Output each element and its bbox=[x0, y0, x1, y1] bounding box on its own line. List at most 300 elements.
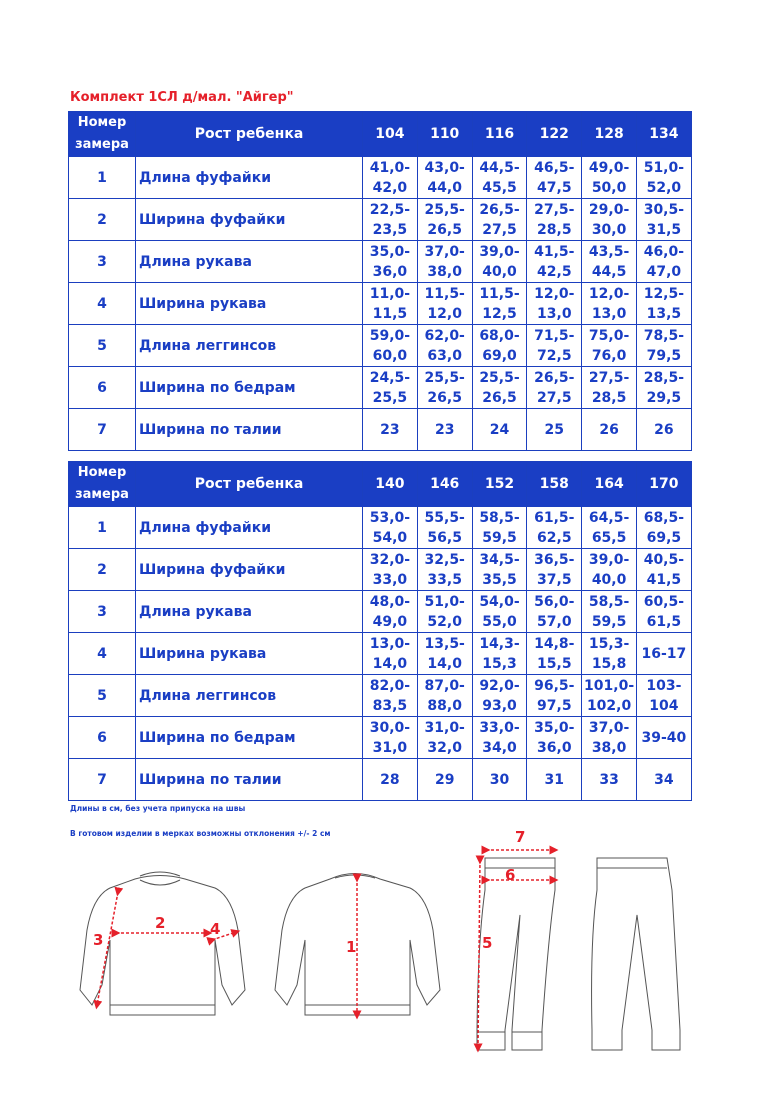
header-size-4: 128 bbox=[582, 112, 637, 157]
measure-value-part: 12,5- bbox=[643, 285, 685, 302]
measure-label-3: 3 bbox=[93, 931, 104, 949]
measure-value bbox=[636, 591, 691, 633]
measure-value-part: 36,0 bbox=[372, 263, 408, 280]
measure-number: 4 bbox=[69, 283, 136, 325]
measure-value bbox=[417, 717, 472, 759]
measure-value-part: 13,0 bbox=[591, 305, 627, 322]
table-row bbox=[69, 591, 692, 633]
measure-value bbox=[417, 241, 472, 283]
header-size-4: 164 bbox=[582, 462, 637, 507]
measure-value bbox=[527, 591, 582, 633]
measure-value-part: 12,0- bbox=[588, 285, 630, 302]
header-measure-number: Номер замера bbox=[69, 462, 136, 507]
measure-value-part: 35,5 bbox=[482, 571, 517, 588]
measure-value bbox=[472, 199, 527, 241]
measure-label-4: 4 bbox=[210, 920, 221, 938]
measure-value-part: 62,5 bbox=[537, 529, 572, 546]
measure-value bbox=[582, 507, 637, 549]
table-row bbox=[69, 675, 692, 717]
measure-value bbox=[636, 325, 691, 367]
measure-value-part: 41,5- bbox=[534, 243, 575, 260]
page-title: Комплект 1СЛ д/мал. "Айгер" bbox=[70, 90, 294, 105]
measure-value-part: 78,5- bbox=[643, 327, 685, 344]
measure-value-part: 75,0- bbox=[588, 327, 630, 344]
measure-value-part: 65,5 bbox=[591, 529, 627, 546]
measure-value-part: 46,5- bbox=[534, 159, 575, 176]
measure-number: 7 bbox=[69, 409, 136, 451]
measure-value-part: 24,5- bbox=[369, 369, 411, 386]
measure-value bbox=[472, 507, 527, 549]
header-size-0: 140 bbox=[363, 462, 418, 507]
measure-value-part: 28,5 bbox=[537, 221, 572, 238]
measure-value bbox=[527, 549, 582, 591]
measure-name: Длина фуфайки bbox=[136, 507, 363, 549]
measure-value bbox=[363, 591, 418, 633]
measure-value bbox=[417, 409, 472, 451]
measure-name: Ширина фуфайки bbox=[136, 199, 363, 241]
measure-value-part: 103- bbox=[646, 677, 682, 694]
measure-value-part: 49,0- bbox=[588, 159, 630, 176]
measure-value-part: 26,5- bbox=[534, 369, 575, 386]
measure-value-part: 33,5 bbox=[427, 571, 462, 588]
table-row bbox=[69, 717, 692, 759]
header-size-5: 170 bbox=[636, 462, 691, 507]
measure-value-part: 44,0 bbox=[427, 179, 462, 196]
measure-value bbox=[527, 633, 582, 675]
measure-value bbox=[636, 283, 691, 325]
note-units: Длины в см, без учета припуска на швы bbox=[70, 804, 246, 813]
measure-value bbox=[417, 283, 472, 325]
measure-value-part: 27,5 bbox=[482, 221, 517, 238]
measure-value-part: 52,0 bbox=[427, 613, 462, 630]
measure-value-part: 23,5 bbox=[372, 221, 408, 238]
measure-value bbox=[363, 507, 418, 549]
measure-value-part: 62,0- bbox=[424, 327, 465, 344]
measure-value bbox=[527, 675, 582, 717]
table-row bbox=[69, 367, 692, 409]
measure-value-part: 71,5- bbox=[534, 327, 575, 344]
measure-value-part: 41,5 bbox=[646, 571, 682, 588]
measure-value-part: 38,0 bbox=[591, 739, 627, 756]
measure-value-part: 13,5- bbox=[424, 635, 465, 652]
measure-value bbox=[472, 157, 527, 199]
measure-value bbox=[582, 157, 637, 199]
measure-value bbox=[582, 367, 637, 409]
measure-value-part: 45,5 bbox=[482, 179, 517, 196]
measure-value-part: 32,0- bbox=[369, 551, 411, 568]
measure-value-part: 26,5 bbox=[482, 389, 517, 406]
measure-value-part: 42,0 bbox=[372, 179, 408, 196]
measure-value-part: 33,0- bbox=[479, 719, 520, 736]
measure-value bbox=[582, 633, 637, 675]
measure-value bbox=[417, 507, 472, 549]
table-row bbox=[69, 199, 692, 241]
measure-value bbox=[363, 199, 418, 241]
pants-back-drawing bbox=[592, 858, 680, 1050]
measure-value-part: 12,0- bbox=[534, 285, 575, 302]
measure-value-part: 48,0- bbox=[369, 593, 411, 610]
measure-number: 4 bbox=[69, 633, 136, 675]
measure-value-part: 49,0 bbox=[372, 613, 408, 630]
measure-label-6: 6 bbox=[505, 866, 516, 884]
measure-value-part: 39,0- bbox=[588, 551, 630, 568]
measure-value bbox=[472, 241, 527, 283]
measure-value bbox=[582, 717, 637, 759]
measure-value bbox=[363, 549, 418, 591]
measure-number: 2 bbox=[69, 549, 136, 591]
measure-name: Длина фуфайки bbox=[136, 157, 363, 199]
measure-value-part: 37,0- bbox=[424, 243, 465, 260]
measure-value-part: 35,0- bbox=[369, 243, 411, 260]
measure-value bbox=[527, 759, 582, 801]
measure-value-part: 15,3- bbox=[588, 635, 630, 652]
measure-value bbox=[527, 241, 582, 283]
measure-value-part: 50,0 bbox=[591, 179, 627, 196]
measure-name: Длина леггинсов bbox=[136, 675, 363, 717]
measure-value-part: 82,0- bbox=[369, 677, 411, 694]
measure-number: 3 bbox=[69, 591, 136, 633]
measure-value-part: 16-17 bbox=[641, 645, 687, 662]
measure-value bbox=[472, 367, 527, 409]
measure-value-part: 43,5- bbox=[588, 243, 630, 260]
measure-value-part: 57,0 bbox=[537, 613, 572, 630]
measure-value bbox=[417, 759, 472, 801]
measure-value bbox=[636, 367, 691, 409]
measure-value bbox=[582, 409, 637, 451]
measure-value bbox=[582, 241, 637, 283]
measure-value bbox=[636, 759, 691, 801]
measure-value bbox=[472, 675, 527, 717]
measure-value-part: 69,5 bbox=[646, 529, 682, 546]
size-table-2 bbox=[68, 461, 692, 801]
measure-number: 1 bbox=[69, 507, 136, 549]
measure-value bbox=[363, 283, 418, 325]
measure-value bbox=[527, 283, 582, 325]
measure-value-part: 15,8 bbox=[591, 655, 627, 672]
measure-value-part: 69,0 bbox=[482, 347, 517, 364]
measure-value bbox=[472, 759, 527, 801]
measure-value bbox=[472, 325, 527, 367]
measure-value-part: 96,5- bbox=[534, 677, 575, 694]
measure-value bbox=[582, 549, 637, 591]
measure-value-part: 55,5- bbox=[424, 509, 465, 526]
measure-value-part: 87,0- bbox=[424, 677, 465, 694]
measure-value-part: 61,5 bbox=[646, 613, 682, 630]
measure-value bbox=[582, 675, 637, 717]
measure-name: Ширина по бедрам bbox=[136, 717, 363, 759]
measure-number: 2 bbox=[69, 199, 136, 241]
header-size-2: 116 bbox=[472, 112, 527, 157]
measure-value-part: 12,0 bbox=[427, 305, 462, 322]
measure-value bbox=[417, 675, 472, 717]
measure-value-part: 29,5 bbox=[646, 389, 682, 406]
measure-value-part: 26 bbox=[599, 421, 619, 438]
measure-value-part: 26,5 bbox=[427, 221, 462, 238]
measure-value-part: 14,3- bbox=[479, 635, 520, 652]
measure-value-part: 14,0 bbox=[372, 655, 408, 672]
measure-name: Ширина по бедрам bbox=[136, 367, 363, 409]
table-row bbox=[69, 507, 692, 549]
measure-number: 5 bbox=[69, 675, 136, 717]
measure-value-part: 11,0- bbox=[369, 285, 411, 302]
measure-value-part: 32,0 bbox=[427, 739, 462, 756]
measure-value-part: 30,5- bbox=[643, 201, 685, 218]
measure-value-part: 28,5- bbox=[643, 369, 685, 386]
size-table-1 bbox=[68, 111, 692, 451]
measure-value-part: 59,5 bbox=[482, 529, 517, 546]
measure-value-part: 59,0- bbox=[369, 327, 411, 344]
measure-value-part: 40,5- bbox=[643, 551, 685, 568]
pants-front-drawing bbox=[477, 858, 555, 1050]
measure-value-part: 34,0 bbox=[482, 739, 517, 756]
measure-value-part: 26 bbox=[654, 421, 674, 438]
measure-value-part: 104 bbox=[649, 697, 679, 714]
measure-value-part: 31,5 bbox=[646, 221, 682, 238]
measure-value-part: 56,0- bbox=[534, 593, 575, 610]
measure-value-part: 27,5- bbox=[588, 369, 630, 386]
measure-label-5: 5 bbox=[482, 934, 493, 952]
measure-name: Ширина фуфайки bbox=[136, 549, 363, 591]
header-child-height: Рост ребенка bbox=[136, 112, 363, 157]
measure-value bbox=[363, 759, 418, 801]
measure-name: Длина леггинсов bbox=[136, 325, 363, 367]
measure-value bbox=[417, 199, 472, 241]
measure-value-part: 54,0- bbox=[479, 593, 520, 610]
measure-value bbox=[636, 675, 691, 717]
measure-value-part: 30,0- bbox=[369, 719, 411, 736]
measure-value-part: 101,0- bbox=[584, 677, 635, 694]
measure-value bbox=[417, 157, 472, 199]
table-row bbox=[69, 241, 692, 283]
measure-value-part: 34 bbox=[654, 771, 674, 788]
header-size-0: 104 bbox=[363, 112, 418, 157]
header-size-1: 146 bbox=[417, 462, 472, 507]
measure-value-part: 35,0- bbox=[534, 719, 575, 736]
measure-value-part: 60,0 bbox=[372, 347, 408, 364]
measure-value-part: 44,5- bbox=[479, 159, 520, 176]
measure-label-2: 2 bbox=[155, 914, 166, 932]
measure-value-part: 27,5- bbox=[534, 201, 575, 218]
measure-value-part: 93,0 bbox=[482, 697, 517, 714]
measure-number: 5 bbox=[69, 325, 136, 367]
measure-value-part: 26,5 bbox=[427, 389, 462, 406]
measure-value-part: 25 bbox=[544, 421, 565, 438]
measure-value-part: 32,5- bbox=[424, 551, 465, 568]
measure-value bbox=[472, 591, 527, 633]
measure-value-part: 40,0 bbox=[482, 263, 517, 280]
measure-value bbox=[527, 157, 582, 199]
header-size-2: 152 bbox=[472, 462, 527, 507]
measure-value-part: 22,5- bbox=[369, 201, 411, 218]
measure-value bbox=[472, 283, 527, 325]
header-size-5: 134 bbox=[636, 112, 691, 157]
measure-value-part: 51,0- bbox=[424, 593, 465, 610]
measure-value bbox=[527, 325, 582, 367]
measure-number: 6 bbox=[69, 367, 136, 409]
measure-value-part: 28,5 bbox=[591, 389, 627, 406]
table-row bbox=[69, 325, 692, 367]
measure-label-1: 1 bbox=[346, 938, 357, 956]
measure-value bbox=[472, 633, 527, 675]
measure-value bbox=[363, 367, 418, 409]
measure-value-part: 11,5 bbox=[372, 305, 408, 322]
measure-name: Длина рукава bbox=[136, 591, 363, 633]
measure-value-part: 25,5- bbox=[424, 369, 465, 386]
measure-value-part: 42,5 bbox=[537, 263, 572, 280]
measure-value-part: 37,0- bbox=[588, 719, 630, 736]
measure-value bbox=[636, 409, 691, 451]
measure-value-part: 28 bbox=[380, 771, 400, 788]
measure-value-part: 14,8- bbox=[534, 635, 575, 652]
measure-number: 1 bbox=[69, 157, 136, 199]
measure-value-part: 33 bbox=[599, 771, 619, 788]
measure-value-part: 26,5- bbox=[479, 201, 520, 218]
measure-value-part: 13,0 bbox=[537, 305, 572, 322]
measure-value-part: 30 bbox=[489, 771, 510, 788]
measure-value bbox=[636, 199, 691, 241]
table-row bbox=[69, 549, 692, 591]
measure-value-part: 38,0 bbox=[427, 263, 462, 280]
measure-value bbox=[363, 325, 418, 367]
measure-value bbox=[582, 283, 637, 325]
table-row bbox=[69, 283, 692, 325]
measure-name: Длина рукава bbox=[136, 241, 363, 283]
measure-value-part: 14,0 bbox=[427, 655, 462, 672]
measure-name: Ширина по талии bbox=[136, 759, 363, 801]
measure-value-part: 47,5 bbox=[537, 179, 572, 196]
measure-value-part: 25,5 bbox=[372, 389, 408, 406]
measure-value-part: 102,0 bbox=[586, 697, 632, 714]
measure-value bbox=[363, 633, 418, 675]
measure-value bbox=[582, 199, 637, 241]
measure-value-part: 72,5 bbox=[537, 347, 572, 364]
measure-value bbox=[636, 241, 691, 283]
measure-value-part: 61,5- bbox=[534, 509, 575, 526]
measure-value-part: 34,5- bbox=[479, 551, 520, 568]
measure-value-part: 58,5- bbox=[479, 509, 520, 526]
measure-value bbox=[363, 157, 418, 199]
sweater-front-drawing bbox=[80, 872, 245, 1015]
measure-value bbox=[472, 409, 527, 451]
table-row bbox=[69, 633, 692, 675]
measure-value bbox=[472, 549, 527, 591]
measure-name: Ширина рукава bbox=[136, 633, 363, 675]
measure-value bbox=[582, 759, 637, 801]
table-header-row bbox=[69, 112, 692, 157]
measure-value-part: 43,0- bbox=[424, 159, 465, 176]
measure-value bbox=[417, 549, 472, 591]
measure-value-part: 11,5- bbox=[479, 285, 520, 302]
measure-value-part: 36,5- bbox=[534, 551, 575, 568]
measure-value bbox=[527, 507, 582, 549]
measure-value-part: 79,5 bbox=[646, 347, 682, 364]
measure-value-part: 12,5 bbox=[482, 305, 517, 322]
measure-value-part: 15,5 bbox=[537, 655, 572, 672]
measure-value-part: 37,5 bbox=[537, 571, 572, 588]
measure-name: Ширина рукава bbox=[136, 283, 363, 325]
header-child-height: Рост ребенка bbox=[136, 462, 363, 507]
measure-value-part: 36,0 bbox=[537, 739, 572, 756]
measure-value-part: 92,0- bbox=[479, 677, 520, 694]
measure-name: Ширина по талии bbox=[136, 409, 363, 451]
measure-value bbox=[636, 549, 691, 591]
measure-value-part: 31,0- bbox=[424, 719, 465, 736]
table-header-row bbox=[69, 462, 692, 507]
measure-value-part: 46,0- bbox=[643, 243, 685, 260]
measure-value-part: 56,5 bbox=[427, 529, 462, 546]
measure-value-part: 88,0 bbox=[427, 697, 462, 714]
measure-value-part: 13,5 bbox=[646, 305, 682, 322]
measure-value bbox=[527, 717, 582, 759]
measure-value-part: 60,5- bbox=[643, 593, 685, 610]
measure-value-part: 64,5- bbox=[588, 509, 630, 526]
measure-value bbox=[636, 717, 691, 759]
measure-value bbox=[527, 367, 582, 409]
measure-value-part: 76,0 bbox=[591, 347, 627, 364]
measure-value-part: 54,0 bbox=[372, 529, 408, 546]
measure-value bbox=[636, 507, 691, 549]
measure-value bbox=[417, 591, 472, 633]
measure-value bbox=[417, 633, 472, 675]
measure-value-part: 39-40 bbox=[641, 729, 687, 746]
measure-value bbox=[527, 409, 582, 451]
table-row bbox=[69, 409, 692, 451]
measure-value-part: 27,5 bbox=[537, 389, 572, 406]
measure-value bbox=[363, 409, 418, 451]
measure-value-part: 44,5 bbox=[591, 263, 627, 280]
measure-number: 6 bbox=[69, 717, 136, 759]
measure-value-part: 15,3 bbox=[482, 655, 517, 672]
measure-value-part: 55,0 bbox=[482, 613, 517, 630]
measure-value bbox=[363, 675, 418, 717]
measure-value-part: 31,0 bbox=[372, 739, 408, 756]
measure-value bbox=[527, 199, 582, 241]
measure-value-part: 25,5- bbox=[479, 369, 520, 386]
measure-value bbox=[417, 367, 472, 409]
measure-value-part: 63,0 bbox=[427, 347, 462, 364]
measure-value-part: 59,5 bbox=[591, 613, 627, 630]
measure-value bbox=[417, 325, 472, 367]
measure-value-part: 97,5 bbox=[537, 697, 572, 714]
measure-value bbox=[582, 325, 637, 367]
measure-value bbox=[363, 241, 418, 283]
measure-value-part: 68,5- bbox=[643, 509, 685, 526]
measure-value-part: 51,0- bbox=[643, 159, 685, 176]
measure-value bbox=[636, 157, 691, 199]
header-size-1: 110 bbox=[417, 112, 472, 157]
measure-value-part: 23 bbox=[434, 421, 455, 438]
measure-value-part: 29,0- bbox=[588, 201, 630, 218]
measure-value-part: 25,5- bbox=[424, 201, 465, 218]
measure-value bbox=[363, 717, 418, 759]
header-size-3: 122 bbox=[527, 112, 582, 157]
header-size-3: 158 bbox=[527, 462, 582, 507]
measure-value-part: 53,0- bbox=[369, 509, 411, 526]
measure-value-part: 23 bbox=[380, 421, 400, 438]
measure-value-part: 29 bbox=[434, 771, 455, 788]
measure-value-part: 40,0 bbox=[591, 571, 627, 588]
measure-value-part: 30,0 bbox=[591, 221, 627, 238]
measure-value bbox=[472, 717, 527, 759]
measure-value-part: 58,5- bbox=[588, 593, 630, 610]
measurement-diagrams bbox=[0, 800, 762, 1100]
measure-number: 3 bbox=[69, 241, 136, 283]
measure-value-part: 83,5 bbox=[372, 697, 408, 714]
measure-value-part: 52,0 bbox=[646, 179, 682, 196]
measure-value-part: 39,0- bbox=[479, 243, 520, 260]
measure-value-part: 47,0 bbox=[646, 263, 682, 280]
table-row bbox=[69, 157, 692, 199]
